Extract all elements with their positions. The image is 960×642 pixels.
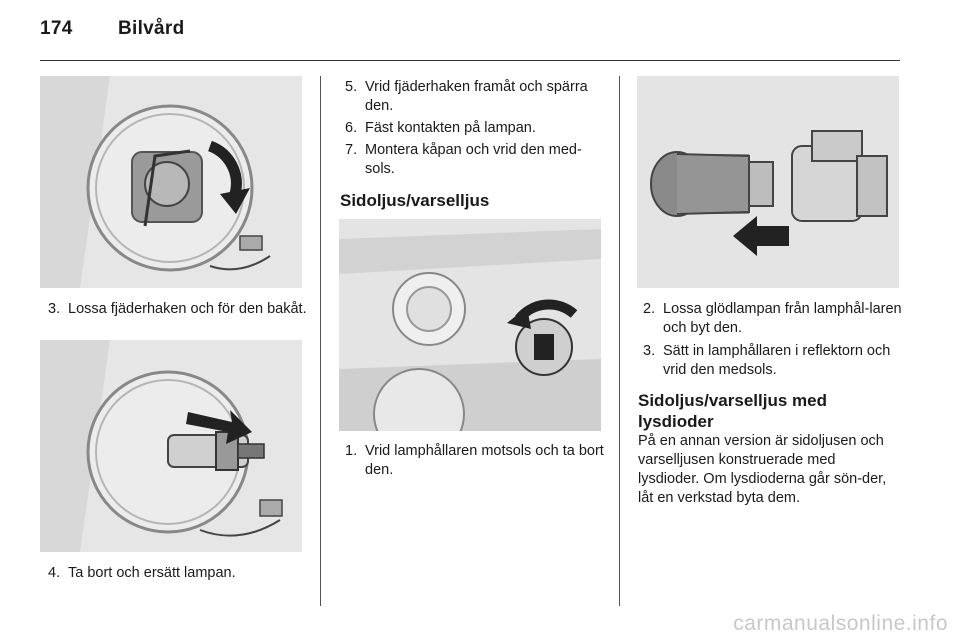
step-1-middle xyxy=(345,442,607,480)
step-3-right xyxy=(643,342,905,380)
step-text: Fäst kontakten på lampan. xyxy=(365,120,536,136)
led-paragraph: På en annan version är sidoljusen och varselljusen konstruerade med lysdioder. Om lysdioderna går sön-der, låt en verkstad byta dem. xyxy=(638,433,887,506)
step-2-right xyxy=(643,300,905,338)
side-light-holder-figure xyxy=(339,219,601,431)
step-text: Sätt in lamphållaren i reflektorn och vrid den medsols. xyxy=(663,343,891,378)
step-number: 1. xyxy=(345,443,358,459)
step-number: 7. xyxy=(345,142,358,158)
step-text: Vrid lamphållaren motsols och ta bort den. xyxy=(365,443,604,478)
step-number: 5. xyxy=(345,79,358,95)
step-7-middle xyxy=(345,141,607,179)
headlamp-bulb-replace-figure xyxy=(40,340,302,552)
step-4-left xyxy=(48,564,310,583)
step-text: Lossa fjäderhaken och för den bakåt. xyxy=(68,301,307,317)
column-divider-right xyxy=(619,76,620,606)
page-header xyxy=(40,18,900,48)
header-rule xyxy=(40,60,900,61)
step-5-middle xyxy=(345,78,607,116)
column-divider-left xyxy=(320,76,321,606)
step-text: Lossa glödlampan från lamphål-laren och byt den. xyxy=(663,301,902,336)
section-heading-sidoljus: Sidoljus/varselljus xyxy=(340,191,490,210)
step-text: Montera kåpan och vrid den med-sols. xyxy=(365,142,582,177)
step-text: Vrid fjäderhaken framåt och spärra den. xyxy=(365,79,588,114)
step-3-left xyxy=(48,300,310,319)
step-number: 6. xyxy=(345,120,358,136)
step-number: 2. xyxy=(643,301,656,317)
page-title: Bilvård xyxy=(118,18,185,39)
headlamp-bulb-replace-illustration xyxy=(40,340,302,552)
side-light-bulb-figure xyxy=(637,76,899,288)
side-light-holder-illustration xyxy=(339,219,601,431)
page-number: 174 xyxy=(40,18,73,39)
step-number: 4. xyxy=(48,565,61,581)
watermark: carmanualsonline.info xyxy=(733,612,948,635)
step-number: 3. xyxy=(643,343,656,359)
step-number: 3. xyxy=(48,301,61,317)
headlamp-spring-clip-figure xyxy=(40,76,302,288)
section-heading-lysdioder: Sidoljus/varselljus med lysdioder xyxy=(638,391,827,431)
step-text: Ta bort och ersätt lampan. xyxy=(68,565,236,581)
step-6-middle xyxy=(345,119,607,138)
side-light-bulb-illustration xyxy=(637,76,899,288)
headlamp-spring-clip-illustration xyxy=(40,76,302,288)
